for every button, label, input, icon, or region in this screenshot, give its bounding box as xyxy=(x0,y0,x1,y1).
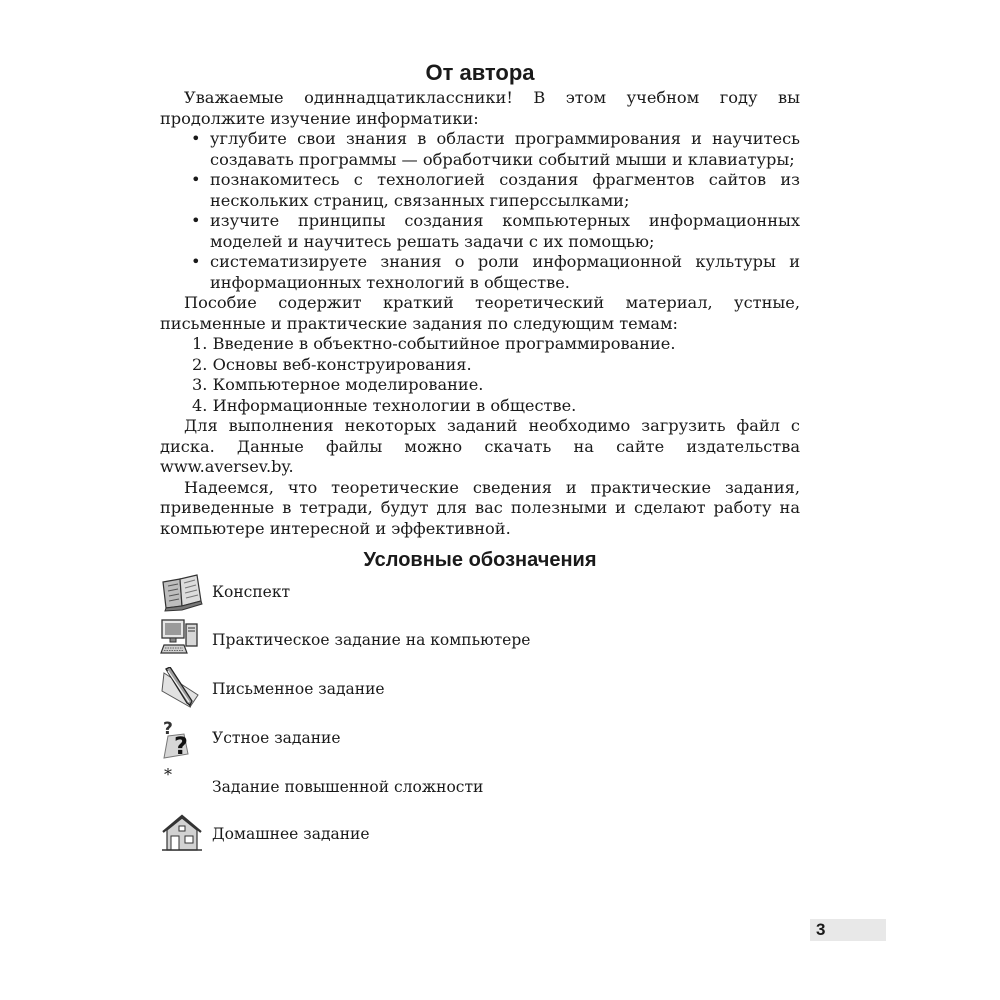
legend-item-written-task xyxy=(160,667,720,711)
pen-icon xyxy=(160,667,204,711)
page-number: 3 xyxy=(816,920,826,939)
legend-label: Задание повышенной сложности xyxy=(212,778,484,796)
contents-intro: Пособие содержит краткий теоретический материал, устные, письменные и практические задания по следующим темам: xyxy=(160,293,800,333)
author-text xyxy=(160,88,800,539)
bullet-item: • познакомитесь с технологией создания фрагментов сайтов из нескольких страниц, связанных гиперссылками; xyxy=(160,170,800,211)
legend-item-notes xyxy=(160,570,720,614)
legend-item-computer-task xyxy=(160,618,720,662)
legend-item-advanced-task xyxy=(160,765,720,809)
bullet-item: • углубите свои знания в области программирования и научитесь создавать программы — обработчики событий мыши и клавиатуры; xyxy=(160,129,800,170)
topic-item: 1. Введение в объектно-событийное программирование. xyxy=(192,334,676,353)
asterisk-icon: * xyxy=(164,765,172,784)
topic-item: 4. Информационные технологии в обществе. xyxy=(192,395,577,415)
bullet-item: • систематизируете знания о роли информационной культуры и информационных технологий в обществе. xyxy=(160,252,800,293)
legend-label: Домашнее задание xyxy=(212,825,370,843)
legend-label: Практическое задание на компьютере xyxy=(212,631,531,649)
intro-paragraph: Уважаемые одиннадцатиклассники! В этом учебном году вы продолжите изучение информатики: xyxy=(160,88,800,128)
closing-paragraph: Надеемся, что теоретические сведения и практические задания, приведенные в тетради, будут для вас полезными и сделают работу на компьютере интересной и эффективной. xyxy=(160,477,800,538)
computer-icon xyxy=(160,618,204,662)
legend-label: Письменное задание xyxy=(212,680,385,698)
page-title: От автора xyxy=(425,60,535,85)
topic-item: 2. Основы веб-конструирования. xyxy=(192,354,472,374)
svg-text:?: ? xyxy=(174,732,188,760)
topic-item: 3. Компьютерное моделирование. xyxy=(192,375,484,394)
legend-label: Конспект xyxy=(212,583,291,601)
question-icon xyxy=(160,716,204,760)
legend-title: Условные обозначения xyxy=(363,549,597,571)
bullet-item: • изучите принципы создания компьютерных информационных моделей и научитесь решать задачи с их помощью; xyxy=(160,211,800,252)
legend-item-homework xyxy=(160,812,720,856)
legend-label: Устное задание xyxy=(212,729,341,747)
legend-item-oral-task xyxy=(160,716,720,760)
house-icon xyxy=(160,812,204,856)
files-note: Для выполнения некоторых заданий необходимо загрузить файл с диска. Данные файлы можно скачать на сайте издательства www.aversev.by. xyxy=(160,416,800,476)
book-icon xyxy=(160,570,204,614)
svg-text:?: ? xyxy=(163,719,173,739)
